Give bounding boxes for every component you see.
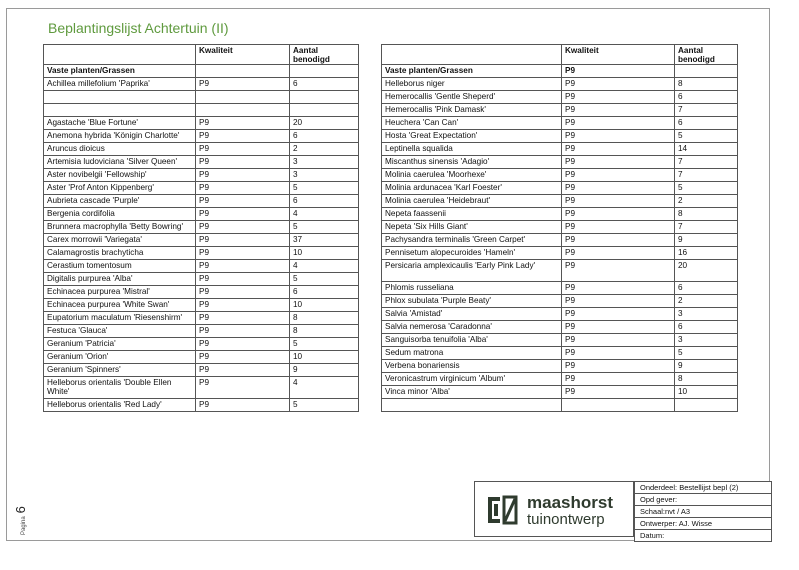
title-block-part: Onderdeel: Bestellijst bepl (2) [635, 482, 771, 494]
amount-cell: 20 [675, 260, 738, 282]
table-row [44, 399, 359, 412]
quality-cell: P9 [196, 299, 290, 312]
plant-name-cell: Cerastium tomentosum [44, 260, 196, 273]
table-row [44, 351, 359, 364]
quality-cell: P9 [562, 117, 675, 130]
amount-cell: 5 [675, 182, 738, 195]
table-row [382, 130, 738, 143]
quality-cell: P9 [562, 373, 675, 386]
amount-cell [290, 104, 359, 117]
left-plant-table [43, 44, 359, 412]
logo-name: maashorst [527, 493, 613, 512]
plant-name-cell: Geranium 'Orion' [44, 351, 196, 364]
amount-cell: 6 [675, 117, 738, 130]
quality-cell: P9 [196, 117, 290, 130]
quality-cell: P9 [562, 78, 675, 91]
amount-cell: 10 [290, 299, 359, 312]
plant-name-cell: Achillea millefolium 'Paprika' [44, 78, 196, 91]
table-row [382, 143, 738, 156]
plant-name-cell: Molinia caerulea 'Heidebraut' [382, 195, 562, 208]
table-row [44, 377, 359, 399]
quality-cell: P9 [562, 156, 675, 169]
table-row [382, 295, 738, 308]
table-row [382, 282, 738, 295]
plant-name-cell: Verbena bonariensis [382, 360, 562, 373]
amount-cell: 5 [290, 273, 359, 286]
plant-name-cell: Phlox subulata 'Purple Beaty' [382, 295, 562, 308]
table-row [44, 247, 359, 260]
plant-name-cell: Hosta 'Great Expectation' [382, 130, 562, 143]
amount-cell: 5 [290, 338, 359, 351]
amount-cell: 5 [675, 347, 738, 360]
plant-name-cell: Heuchera 'Can Can' [382, 117, 562, 130]
name-column-header [44, 45, 196, 65]
table-row [44, 104, 359, 117]
quality-cell: P9 [196, 325, 290, 338]
table-row [44, 338, 359, 351]
quality-cell: P9 [562, 247, 675, 260]
plant-name-cell: Aster novibelgii 'Fellowship' [44, 169, 196, 182]
amount-cell: 7 [675, 104, 738, 117]
table-row [382, 117, 738, 130]
amount-cell: 3 [290, 156, 359, 169]
plant-name-cell: Molinia ardunacea 'Karl Foester' [382, 182, 562, 195]
plant-name-cell: Leptinella squalida [382, 143, 562, 156]
table-row [382, 347, 738, 360]
amount-column-header: Aantal benodigd [290, 45, 359, 65]
plant-name-cell [44, 91, 196, 104]
amount-cell: 6 [290, 130, 359, 143]
quality-cell: P9 [562, 104, 675, 117]
right-plant-table [381, 44, 738, 412]
amount-cell: 10 [290, 351, 359, 364]
amount-cell: 14 [675, 143, 738, 156]
plant-name-cell: Salvia nemerosa 'Caradonna' [382, 321, 562, 334]
table-row [44, 156, 359, 169]
table-row [382, 360, 738, 373]
amount-cell: 8 [290, 312, 359, 325]
plant-name-cell: Helleborus niger [382, 78, 562, 91]
table-row [382, 321, 738, 334]
quality-cell: P9 [196, 286, 290, 299]
amount-cell: 8 [675, 373, 738, 386]
plant-name-cell: Festuca 'Glauca' [44, 325, 196, 338]
amount-cell: 7 [675, 156, 738, 169]
page-title: Beplantingslijst Achtertuin (II) [48, 20, 229, 36]
table-row [382, 104, 738, 117]
quality-cell: P9 [196, 78, 290, 91]
plant-name-cell [382, 399, 562, 412]
plant-name-cell: Aubrieta cascade 'Purple' [44, 195, 196, 208]
plant-name-cell: Helleborus orientalis 'Red Lady' [44, 399, 196, 412]
section-title-cell: Vaste planten/Grassen [44, 65, 196, 78]
table-row [382, 386, 738, 399]
quality-cell: P9 [196, 364, 290, 377]
plant-name-cell: Miscanthus sinensis 'Adagio' [382, 156, 562, 169]
plant-name-cell: Sedum matrona [382, 347, 562, 360]
amount-cell: 6 [675, 321, 738, 334]
amount-cell: 6 [290, 78, 359, 91]
plant-name-cell: Veronicastrum virginicum 'Album' [382, 373, 562, 386]
title-block-client: Opd gever: [635, 494, 771, 506]
quality-cell: P9 [562, 130, 675, 143]
plant-name-cell: Artemisia ludoviciana 'Silver Queen' [44, 156, 196, 169]
section-quality-cell [196, 65, 290, 78]
amount-cell: 3 [675, 308, 738, 321]
table-row [44, 208, 359, 221]
amount-cell: 37 [290, 234, 359, 247]
amount-cell: 6 [290, 195, 359, 208]
plant-name-cell: Geranium 'Patricia' [44, 338, 196, 351]
quality-cell: P9 [562, 143, 675, 156]
table-row [382, 195, 738, 208]
amount-cell: 8 [675, 78, 738, 91]
quality-cell: P9 [562, 334, 675, 347]
title-block-designer: Ontwerper: AJ. Wisse [635, 518, 771, 530]
table-row [44, 234, 359, 247]
quality-column-header: Kwaliteit [196, 45, 290, 65]
plant-name-cell: Agastache 'Blue Fortune' [44, 117, 196, 130]
plant-name-cell: Echinacea purpurea 'White Swan' [44, 299, 196, 312]
quality-cell: P9 [196, 130, 290, 143]
amount-cell: 4 [290, 260, 359, 273]
amount-cell: 5 [290, 399, 359, 412]
section-amount-cell [290, 65, 359, 78]
plant-name-cell [44, 104, 196, 117]
amount-cell: 2 [675, 295, 738, 308]
amount-cell: 6 [675, 91, 738, 104]
quality-cell: P9 [562, 386, 675, 399]
table-row [382, 91, 738, 104]
amount-cell: 10 [290, 247, 359, 260]
quality-cell: P9 [562, 182, 675, 195]
table-row [44, 117, 359, 130]
amount-cell: 5 [290, 182, 359, 195]
plant-name-cell: Calamagrostis brachyticha [44, 247, 196, 260]
amount-cell [290, 91, 359, 104]
section-amount-cell [675, 65, 738, 78]
quality-cell: P9 [196, 195, 290, 208]
quality-cell: P9 [196, 208, 290, 221]
amount-cell: 6 [290, 286, 359, 299]
quality-cell: P9 [196, 156, 290, 169]
table-row [382, 247, 738, 260]
plant-name-cell: Molinia caerulea 'Moorhexe' [382, 169, 562, 182]
table-row [382, 234, 738, 247]
title-block [634, 481, 772, 542]
table-row [44, 260, 359, 273]
table-row [382, 182, 738, 195]
maashorst-leaf-logo-icon [485, 490, 523, 530]
table-row [44, 286, 359, 299]
amount-cell: 3 [675, 334, 738, 347]
amount-cell: 2 [675, 195, 738, 208]
plant-name-cell: Echinacea purpurea 'Mistral' [44, 286, 196, 299]
quality-cell: P9 [562, 295, 675, 308]
quality-cell: P9 [196, 312, 290, 325]
quality-cell: P9 [196, 273, 290, 286]
table-row [382, 308, 738, 321]
table-row [382, 208, 738, 221]
amount-cell [675, 399, 738, 412]
quality-cell: P9 [562, 347, 675, 360]
quality-cell: P9 [196, 143, 290, 156]
table-row [44, 364, 359, 377]
quality-cell: P9 [196, 377, 290, 399]
plant-name-cell: Persicaria amplexicaulis 'Early Pink Lady' [382, 260, 562, 282]
amount-cell: 16 [675, 247, 738, 260]
table-header-row [44, 45, 359, 65]
plant-name-cell: Vinca minor 'Alba' [382, 386, 562, 399]
quality-cell: P9 [196, 169, 290, 182]
table-row [44, 78, 359, 91]
amount-cell: 5 [675, 130, 738, 143]
quality-cell: P9 [562, 208, 675, 221]
title-block-scale: Schaal:nvt / A3 [635, 506, 771, 518]
amount-cell: 4 [290, 377, 359, 399]
table-row [44, 130, 359, 143]
quality-cell: P9 [562, 321, 675, 334]
plant-name-cell: Anemona hybrida 'Königin Charlotte' [44, 130, 196, 143]
plant-name-cell: Brunnera macrophylla 'Betty Bowring' [44, 221, 196, 234]
quality-cell: P9 [562, 91, 675, 104]
quality-cell: P9 [196, 234, 290, 247]
company-logo-box [474, 481, 634, 537]
plant-name-cell: Eupatorium maculatum 'Riesenshirm' [44, 312, 196, 325]
quality-cell: P9 [196, 351, 290, 364]
quality-cell [562, 399, 675, 412]
table-row [382, 78, 738, 91]
plant-name-cell: Sanguisorba tenuifolia 'Alba' [382, 334, 562, 347]
table-row [382, 373, 738, 386]
amount-cell: 5 [290, 221, 359, 234]
table-row [382, 260, 738, 282]
table-row [44, 169, 359, 182]
plant-name-cell: Digitalis purpurea 'Alba' [44, 273, 196, 286]
quality-cell: P9 [562, 169, 675, 182]
amount-cell: 10 [675, 386, 738, 399]
amount-cell: 6 [675, 282, 738, 295]
plant-name-cell: Aruncus dioicus [44, 143, 196, 156]
quality-cell: P9 [196, 247, 290, 260]
plant-name-cell: Hemerocallis 'Pink Damask' [382, 104, 562, 117]
amount-cell: 20 [290, 117, 359, 130]
amount-cell: 4 [290, 208, 359, 221]
amount-cell: 9 [290, 364, 359, 377]
amount-cell: 3 [290, 169, 359, 182]
quality-cell: P9 [562, 234, 675, 247]
plant-name-cell: Salvia 'Amistad' [382, 308, 562, 321]
table-header-row [382, 45, 738, 65]
plant-name-cell: Nepeta faassenii [382, 208, 562, 221]
amount-cell: 8 [675, 208, 738, 221]
page-label-text: Pagina [21, 516, 27, 535]
quality-cell: P9 [562, 260, 675, 282]
name-column-header [382, 45, 562, 65]
table-row [44, 273, 359, 286]
plant-name-cell: Nepeta 'Six Hills Giant' [382, 221, 562, 234]
table-row [382, 334, 738, 347]
plant-name-cell: Aster 'Prof Anton Kippenberg' [44, 182, 196, 195]
amount-cell: 7 [675, 169, 738, 182]
section-title-cell: Vaste planten/Grassen [382, 65, 562, 78]
plant-name-cell: Pennisetum alopecuroides 'Hameln' [382, 247, 562, 260]
logo-subname: tuinontwerp [527, 511, 605, 528]
amount-cell: 7 [675, 221, 738, 234]
amount-cell: 8 [290, 325, 359, 338]
table-row [44, 299, 359, 312]
page-number: 6 [13, 506, 28, 514]
title-block-date: Datum: [640, 531, 665, 540]
plant-name-cell: Carex morrowii 'Variegata' [44, 234, 196, 247]
quality-cell [196, 104, 290, 117]
page-number-label [10, 505, 40, 539]
plant-name-cell: Bergenia cordifolia [44, 208, 196, 221]
amount-cell: 9 [675, 234, 738, 247]
amount-cell: 2 [290, 143, 359, 156]
table-row [44, 221, 359, 234]
table-row [44, 91, 359, 104]
table-row [44, 325, 359, 338]
table-row [44, 312, 359, 325]
section-row [44, 65, 359, 78]
quality-column-header: Kwaliteit [562, 45, 675, 65]
table-row [382, 169, 738, 182]
quality-cell [196, 91, 290, 104]
quality-cell: P9 [196, 182, 290, 195]
plant-name-cell: Helleborus orientalis 'Double Ellen White' [44, 377, 196, 399]
quality-cell: P9 [562, 282, 675, 295]
quality-cell: P9 [196, 221, 290, 234]
quality-cell: P9 [196, 399, 290, 412]
quality-cell: P9 [562, 308, 675, 321]
plant-name-cell: Hemerocallis 'Gentle Sheperd' [382, 91, 562, 104]
table-row [44, 182, 359, 195]
quality-cell: P9 [562, 360, 675, 373]
table-row [382, 399, 738, 412]
amount-cell: 9 [675, 360, 738, 373]
plant-name-cell: Geranium 'Spinners' [44, 364, 196, 377]
table-row [44, 195, 359, 208]
plant-name-cell: Pachysandra terminalis 'Green Carpet' [382, 234, 562, 247]
section-quality-cell: P9 [562, 65, 675, 78]
table-row [382, 156, 738, 169]
quality-cell: P9 [196, 338, 290, 351]
amount-column-header: Aantal benodigd [675, 45, 738, 65]
table-row [382, 221, 738, 234]
quality-cell: P9 [562, 221, 675, 234]
section-row [382, 65, 738, 78]
table-row [44, 143, 359, 156]
quality-cell: P9 [562, 195, 675, 208]
plant-name-cell: Phlomis russeliana [382, 282, 562, 295]
quality-cell: P9 [196, 260, 290, 273]
